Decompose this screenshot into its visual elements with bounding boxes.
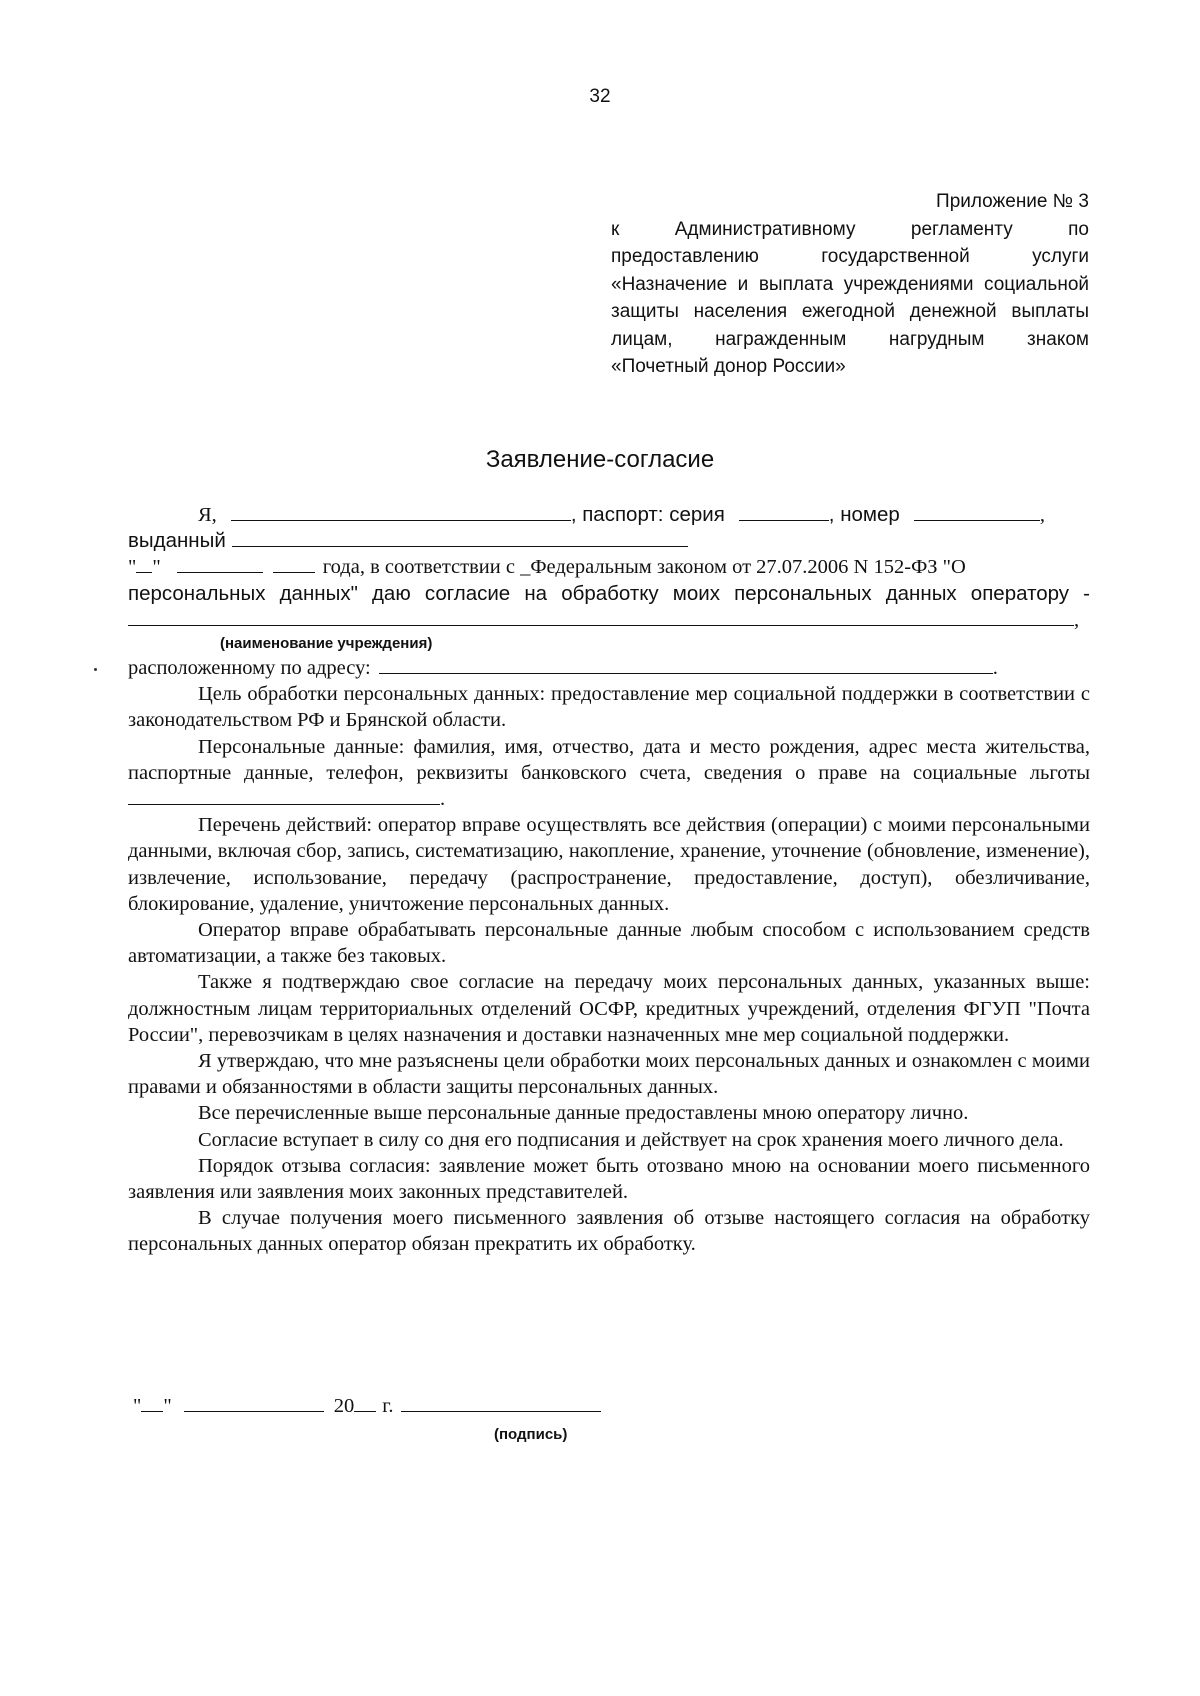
actions-paragraph: Перечень действий: оператор вправе осуществлять все действия (операции) с моими персональными данными, включая сбор, запись, систематизацию, накопление, хранение, уточнение (обновление, изменение), извлечение, использование, передачу (распространение, предоставление, доступ), обезличивание, блокирование, удаление, уничтожение персональных данных. xyxy=(128,814,1090,915)
address-row xyxy=(128,655,1090,681)
institution-hint: (наименование учреждения) xyxy=(220,635,433,653)
institution-row xyxy=(128,607,1090,633)
revocation-paragraph: Порядок отзыва согласия: заявление может быть отозвано мною на основании моего письменного заявления или заявления моих законных представителей. xyxy=(128,1154,1090,1204)
annex-line: лицам, награжденным нагрудным знаком xyxy=(611,328,1089,350)
transfer-paragraph: Также я подтверждаю свое согласие на передачу моих персональных данных, указанных выше: должностным лицам территориальных отделений ОСФР, кредитных учреждений, отделения ФГУП "Почта России", перевозчикам в целях назначения и доставки назначенных мне мер социальной поддержки. xyxy=(128,971,1090,1046)
date-row xyxy=(128,554,1090,580)
issue-year-field[interactable] xyxy=(273,554,315,573)
passport-number-field[interactable] xyxy=(914,502,1040,521)
annex-line: Приложение № 3 xyxy=(936,191,1089,212)
signature-hint: (подпись) xyxy=(494,1426,568,1443)
sign-month-field[interactable] xyxy=(184,1393,324,1412)
comma: , xyxy=(1039,504,1045,526)
quote-close: " xyxy=(152,556,161,579)
applicant-row xyxy=(128,502,1090,528)
issue-day-field[interactable] xyxy=(136,554,152,573)
annex-line: к Административному регламенту по xyxy=(611,218,1089,240)
personal-data-paragraph xyxy=(128,734,1090,813)
page-number: 32 xyxy=(589,86,611,107)
address-label: расположенному по адресу: xyxy=(128,657,371,680)
benefits-field[interactable] xyxy=(128,786,440,805)
issued-row xyxy=(128,528,1090,554)
year-prefix: 20 xyxy=(333,1395,355,1417)
address-field[interactable] xyxy=(379,655,993,674)
consent-line: персональных данных" даю согласие на обработку моих персональных данных оператору - xyxy=(128,581,1090,605)
quote-open: " xyxy=(133,1395,142,1417)
personal-data-text: Персональные данные: фамилия, имя, отчество, дата и место рождения, адрес места жительства, паспортные данные, телефон, реквизиты банковского счета, сведения о праве на социальные льготы xyxy=(128,735,1090,784)
methods-paragraph: Оператор вправе обрабатывать персональные данные любым способом с использованием средств автоматизации, а также без таковых. xyxy=(128,919,1090,968)
year-suffix: г. xyxy=(382,1395,394,1417)
quote-open: " xyxy=(128,556,137,579)
signature-row xyxy=(133,1393,733,1418)
annex-header xyxy=(611,188,1089,381)
signature-field[interactable] xyxy=(401,1393,601,1412)
passport-series-field[interactable] xyxy=(739,502,829,521)
i-label: Я, xyxy=(198,504,217,526)
issue-month-field[interactable] xyxy=(177,554,263,573)
annex-line: предоставлению государственной услуги xyxy=(611,246,1089,267)
passport-series-label: , паспорт: серия xyxy=(570,503,725,526)
law-reference-text: года, в соответствии с _Федеральным законом от 27.07.2006 N 152-ФЗ "О xyxy=(322,556,966,579)
quote-close: " xyxy=(163,1395,172,1417)
document-title: Заявление-согласие xyxy=(485,446,715,473)
dot: . xyxy=(992,657,998,680)
sign-day-field[interactable] xyxy=(141,1393,163,1412)
passport-number-label: , номер xyxy=(828,503,900,526)
annex-line: защиты населения ежегодной денежной выплаты xyxy=(611,301,1089,322)
issued-by-field[interactable] xyxy=(232,528,688,547)
termination-paragraph: В случае получения моего письменного заявления об отзыве настоящего согласия на обработку персональных данных оператор обязан прекратить их обработку. xyxy=(128,1207,1090,1256)
comma: , xyxy=(1074,608,1080,631)
issued-label: выданный xyxy=(128,529,226,553)
dot: . xyxy=(440,788,446,811)
annex-line: «Назначение и выплата учреждениями социальной xyxy=(611,273,1089,295)
acknowledgement-paragraph: Я утверждаю, что мне разъяснены цели обработки моих персональных данных и ознакомлен с моими правами и обязанностями в области защиты персональных данных. xyxy=(128,1050,1090,1099)
annex-line: «Почетный донор России» xyxy=(611,356,846,377)
document-body xyxy=(128,502,1090,1258)
sign-year-field[interactable] xyxy=(354,1393,376,1412)
full-name-field[interactable] xyxy=(231,502,571,521)
institution-name-field[interactable] xyxy=(128,607,1074,626)
purpose-paragraph: Цель обработки персональных данных: предоставление мер социальной поддержки в соответствии с законодательством РФ и Брянской области. xyxy=(128,683,1090,732)
personally-provided-paragraph: Все перечисленные выше персональные данные предоставлены мною оператору лично. xyxy=(198,1102,969,1125)
scan-speck xyxy=(94,668,97,671)
validity-paragraph: Согласие вступает в силу со дня его подписания и действует на срок хранения моего личного дела. xyxy=(198,1128,1064,1151)
